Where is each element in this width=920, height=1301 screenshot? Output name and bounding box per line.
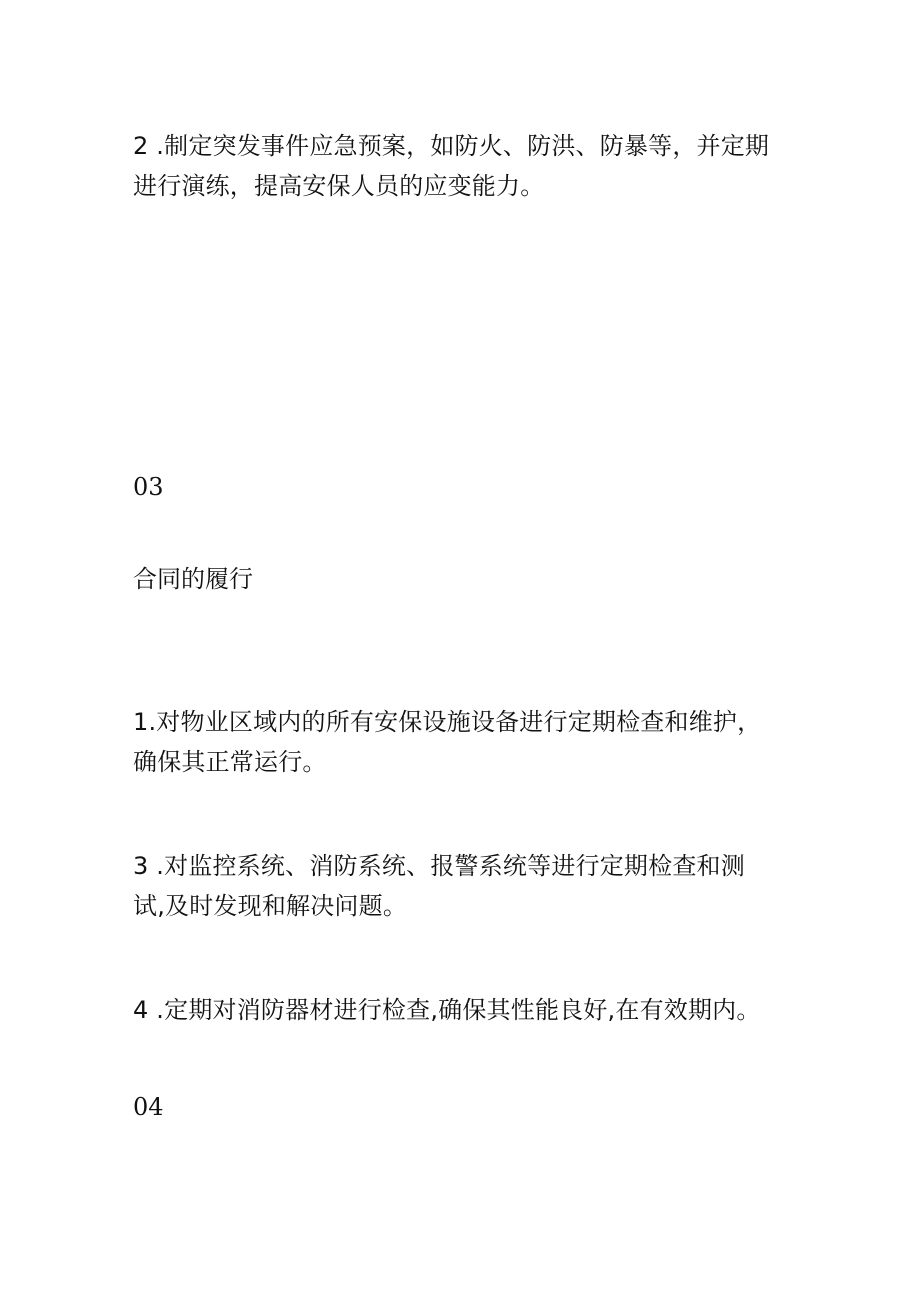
paragraph-line: 进行演练，提高安保人员的应变能力。 — [133, 172, 545, 200]
paragraph-system-testing — [133, 846, 793, 926]
section-number: 03 — [133, 473, 164, 501]
paragraph-line: 2 .制定突发事件应急预案，如防火、防洪、防暴等，并定期 — [133, 132, 770, 160]
paragraph-line: 试,及时发现和解决问题。 — [133, 892, 408, 920]
paragraph-emergency-plan — [133, 126, 793, 206]
paragraph-line: 1.对物业区域内的所有安保设施设备进行定期检查和维护， — [133, 708, 762, 736]
section-number: 04 — [133, 1093, 164, 1121]
paragraph-line: 4 .定期对消防器材进行检查,确保其性能良好,在有效期内。 — [133, 996, 761, 1024]
paragraph-line: 确保其正常运行。 — [133, 748, 327, 776]
paragraph-fire-equipment — [133, 990, 793, 1030]
section-title: 合同的履行 — [133, 565, 253, 593]
paragraph-line: 3 .对监控系统、消防系统、报警系统等进行定期检查和测 — [133, 852, 745, 880]
paragraph-facility-maintenance — [133, 702, 793, 782]
